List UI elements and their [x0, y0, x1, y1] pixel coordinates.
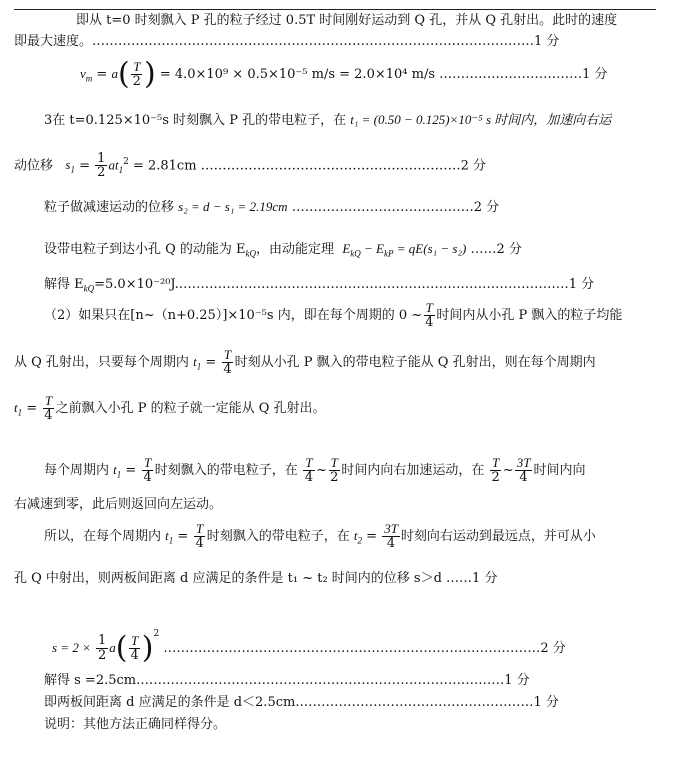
s2-value: s₂ = d − s₁ = 2.19cm: [178, 199, 288, 214]
line-5: 动位移 $s_1$ = $\frac{1}{2}$ $at_1^2 = 2.81cm$ ……………………………………………………2 分: [14, 150, 487, 181]
line-18: 即两板间距离 d 应满足的条件是 d＜2.5cm.………………………………………………1 分: [44, 695, 559, 710]
displacement-formula: s = 2 × $\frac{1}{2}$ a( $\frac{T}{4}$ )$^2$ ……………………………………………………………………………2 分: [52, 629, 566, 666]
a-symbol: a: [111, 66, 118, 81]
score-1: ……………………………1 分: [439, 67, 608, 82]
fraction-T-over-4: $\frac{T}{4}$: [223, 347, 232, 377]
score-4: ……2 分: [470, 242, 522, 257]
line-17: 解得 s =2.5cm.…………………………………………………………………………1 分: [44, 673, 530, 688]
line-11: $t_1$ = $\frac{T}{4}$ 之前飘入小孔 P 的粒子就一定能从 Q 孔射出。: [14, 393, 326, 423]
fraction-one-half: $\frac{1}{2}$: [97, 150, 106, 181]
line-2: 即最大速度。…………………………………………………………………………………………1 分: [14, 34, 560, 49]
line-14: 所以，在每个周期内 $t_1$ = $\frac{T}{4}$ 时刻飘入的带电粒子，在 $t_2$ = $\frac{3T}{4}$ 时刻向右运动到最远点，并可从小: [44, 521, 596, 551]
score-2: ……………………………………………………2 分: [200, 158, 487, 174]
line-4: 3在 t=0.125×10⁻⁵s 时刻飘入 P 孔的带电粒子，在 t₁ = (0.50 − 0.125)×10⁻⁵ s 时间内，加速向右运: [44, 112, 612, 128]
time-interval: t₁ = (0.50 − 0.125)×10⁻⁵ s 时间内，加速向右运: [350, 112, 612, 127]
line-15: 孔 Q 中射出，则两板间距离 d 应满足的条件是 t₁ ~ t₂ 时间内的位移 s＞d ……1 分: [14, 571, 498, 586]
item-number-3: 3: [44, 113, 53, 128]
line-13: 右减速到零，此后则返回向左运动。: [14, 497, 223, 512]
line-7: 设带电粒子到达小孔 Q 的动能为 $E_{kQ}$，由动能定理 $E_{kQ} - E_{kP} = qE(s_1 - s_2)$ ……2 分: [44, 241, 522, 259]
score-3: ……………………………………2 分: [291, 200, 500, 215]
line-10: 从 Q 孔射出，只要每个周期内 $t_1$ = $\frac{T}{4}$ 时刻从小孔 P 飘入的带电粒子能从 Q 孔射出，则在每个周期内: [14, 347, 596, 377]
fraction-T-over-4: $\frac{T}{4}$: [425, 300, 434, 330]
line-6: 粒子做减速运动的位移 s₂ = d − s₁ = 2.19cm ……………………………………2 分: [44, 199, 500, 215]
score-6: ……………………………………………………………………………2 分: [163, 641, 566, 656]
s1-value: = 2.81cm: [132, 158, 197, 174]
line-19: 说明：其他方法正确同样得分。: [44, 717, 227, 732]
velocity-formula: $v_m = a$( $\frac{T}{2}$ ) = 4.0×10⁹ × 0.5×10⁻⁵ m/s = 2.0×10⁴ m/s ……………………………1 分: [80, 56, 608, 92]
fraction-T-over-4: $\frac{T}{4}$: [44, 393, 53, 423]
fraction-T-over-2: $\frac{T}{2}$: [132, 59, 141, 89]
line-1: 即从 t=0 时刻飘入 P 孔的粒子经过 0.5T 时间刚好运动到 Q 孔，并从 Q 孔射出。此时的速度: [76, 13, 618, 28]
vm-symbol: $v_m$: [80, 66, 93, 84]
line-8: 解得 $E_{kQ}=5.0\times 10^{-20}J.\dots\dots\dots\dots\dots\dots\dots\dots\dots\dots\dots\dots\dots\dots\dots\dots\dots\dots\dots\dots\dots\dots\dots\dots\dots\dots\dots\dots\dots\dots 1$ 分: [44, 277, 595, 294]
score-5: ………………………………………………………………………………1 分: [178, 277, 595, 292]
top-rule: [14, 9, 656, 10]
line-12: 每个周期内 $t_1$ = $\frac{T}{4}$ 时刻飘入的带电粒子，在 $\frac{T}{4}$ ~ $\frac{T}{2}$ 时间内向右加速运动，在 $\frac{T}{2}$ ~ $\frac{3T}{4}$ 时间内向: [44, 455, 586, 485]
velocity-value: = 4.0×10⁹ × 0.5×10⁻⁵ m/s = 2.0×10⁴ m/s: [159, 67, 435, 82]
line-9: （2）如果只在[n~（n+0.25）]×10⁻⁵s 内，即在每个周期的 0 ~ $\frac{T}{4}$ 时间内从小孔 P 飘入的粒子均能: [44, 300, 623, 330]
energy-theorem: $E_{kQ} - E_{kP} = qE(s_1 - s_2)$: [342, 241, 467, 259]
